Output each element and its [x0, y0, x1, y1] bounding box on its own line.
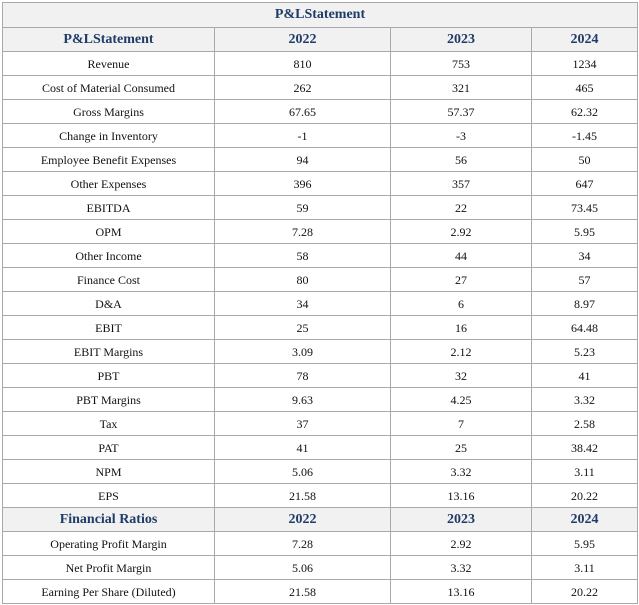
table-row — [3, 412, 638, 436]
table-row — [3, 340, 638, 364]
row-value: 7.28 — [215, 220, 391, 244]
row-label: NPM — [3, 460, 215, 484]
row-value: 7 — [391, 412, 532, 436]
row-label: PBT Margins — [3, 388, 215, 412]
financial-ratios-header-row — [3, 508, 638, 532]
row-value: 3.11 — [532, 556, 638, 580]
row-value: 20.22 — [532, 580, 638, 604]
row-value: 44 — [391, 244, 532, 268]
row-value: 465 — [532, 76, 638, 100]
row-value: 13.16 — [391, 484, 532, 508]
table-title: P&LStatement — [3, 3, 638, 28]
table-row — [3, 100, 638, 124]
row-value: 3.32 — [391, 460, 532, 484]
row-value: 27 — [391, 268, 532, 292]
row-value: 1234 — [532, 52, 638, 76]
row-label: Cost of Material Consumed — [3, 76, 215, 100]
row-value: 8.97 — [532, 292, 638, 316]
row-value: 64.48 — [532, 316, 638, 340]
table-row — [3, 172, 638, 196]
row-value: 25 — [215, 316, 391, 340]
row-value: 396 — [215, 172, 391, 196]
table-row — [3, 388, 638, 412]
table-row — [3, 580, 638, 604]
row-value: 9.63 — [215, 388, 391, 412]
row-value: 37 — [215, 412, 391, 436]
row-value: 80 — [215, 268, 391, 292]
row-value: 5.06 — [215, 460, 391, 484]
row-value: 4.25 — [391, 388, 532, 412]
row-value: -1.45 — [532, 124, 638, 148]
year-column-header: 2024 — [532, 508, 638, 532]
row-value: 3.32 — [391, 556, 532, 580]
row-value: 59 — [215, 196, 391, 220]
row-value: 57.37 — [391, 100, 532, 124]
row-value: 5.23 — [532, 340, 638, 364]
row-value: 16 — [391, 316, 532, 340]
row-label: Finance Cost — [3, 268, 215, 292]
table-row — [3, 52, 638, 76]
row-value: 2.92 — [391, 220, 532, 244]
row-label: PBT — [3, 364, 215, 388]
row-label: Revenue — [3, 52, 215, 76]
row-value: 78 — [215, 364, 391, 388]
row-value: 50 — [532, 148, 638, 172]
row-value: 41 — [215, 436, 391, 460]
pl-statement-header-row — [3, 28, 638, 52]
row-value: 25 — [391, 436, 532, 460]
table-row — [3, 148, 638, 172]
row-value: 810 — [215, 52, 391, 76]
row-value: 41 — [532, 364, 638, 388]
row-value: 3.09 — [215, 340, 391, 364]
table-row — [3, 244, 638, 268]
table-row — [3, 292, 638, 316]
row-value: 34 — [532, 244, 638, 268]
table-row — [3, 484, 638, 508]
row-value: 21.58 — [215, 484, 391, 508]
financial-ratios-section — [3, 508, 638, 604]
row-value: 5.06 — [215, 556, 391, 580]
row-value: 20.22 — [532, 484, 638, 508]
row-value: 647 — [532, 172, 638, 196]
row-value: 753 — [391, 52, 532, 76]
table-row — [3, 532, 638, 556]
row-value: 262 — [215, 76, 391, 100]
row-value: 321 — [391, 76, 532, 100]
pl-section — [3, 28, 638, 508]
year-column-header: 2022 — [215, 28, 391, 52]
row-label: EPS — [3, 484, 215, 508]
row-label: Earning Per Share (Diluted) — [3, 580, 215, 604]
table-row — [3, 316, 638, 340]
row-value: 56 — [391, 148, 532, 172]
row-value: 22 — [391, 196, 532, 220]
row-value: 73.45 — [532, 196, 638, 220]
row-value: 3.32 — [532, 388, 638, 412]
year-column-header: 2023 — [391, 508, 532, 532]
table-row — [3, 268, 638, 292]
row-value: 3.11 — [532, 460, 638, 484]
pl-statement-container — [2, 2, 637, 604]
row-value: 38.42 — [532, 436, 638, 460]
table-row — [3, 436, 638, 460]
row-label: Change in Inventory — [3, 124, 215, 148]
row-value: 21.58 — [215, 580, 391, 604]
table-row — [3, 220, 638, 244]
pl-statement-header-label: P&LStatement — [3, 28, 215, 52]
row-value: 2.58 — [532, 412, 638, 436]
row-label: Tax — [3, 412, 215, 436]
row-label: D&A — [3, 292, 215, 316]
row-label: Other Income — [3, 244, 215, 268]
table-row — [3, 556, 638, 580]
row-value: 94 — [215, 148, 391, 172]
table-row — [3, 124, 638, 148]
financial-ratios-header-label: Financial Ratios — [3, 508, 215, 532]
year-column-header: 2022 — [215, 508, 391, 532]
row-value: 6 — [391, 292, 532, 316]
row-value: 67.65 — [215, 100, 391, 124]
table-row — [3, 196, 638, 220]
row-label: EBITDA — [3, 196, 215, 220]
row-value: 2.12 — [391, 340, 532, 364]
row-value: 357 — [391, 172, 532, 196]
pl-statement-table — [2, 2, 638, 604]
row-value: 5.95 — [532, 532, 638, 556]
row-value: 62.32 — [532, 100, 638, 124]
row-label: Other Expenses — [3, 172, 215, 196]
row-value: 34 — [215, 292, 391, 316]
row-value: -1 — [215, 124, 391, 148]
year-column-header: 2023 — [391, 28, 532, 52]
row-value: 57 — [532, 268, 638, 292]
row-value: 58 — [215, 244, 391, 268]
year-column-header: 2024 — [532, 28, 638, 52]
table-row — [3, 364, 638, 388]
row-label: Operating Profit Margin — [3, 532, 215, 556]
table-row — [3, 76, 638, 100]
row-value: 13.16 — [391, 580, 532, 604]
table-row — [3, 460, 638, 484]
row-value: 5.95 — [532, 220, 638, 244]
row-label: EBIT Margins — [3, 340, 215, 364]
row-label: EBIT — [3, 316, 215, 340]
row-label: Gross Margins — [3, 100, 215, 124]
row-value: -3 — [391, 124, 532, 148]
row-value: 7.28 — [215, 532, 391, 556]
row-value: 32 — [391, 364, 532, 388]
table-title-row — [3, 3, 638, 28]
row-label: Net Profit Margin — [3, 556, 215, 580]
row-value: 2.92 — [391, 532, 532, 556]
row-label: OPM — [3, 220, 215, 244]
row-label: PAT — [3, 436, 215, 460]
row-label: Employee Benefit Expenses — [3, 148, 215, 172]
